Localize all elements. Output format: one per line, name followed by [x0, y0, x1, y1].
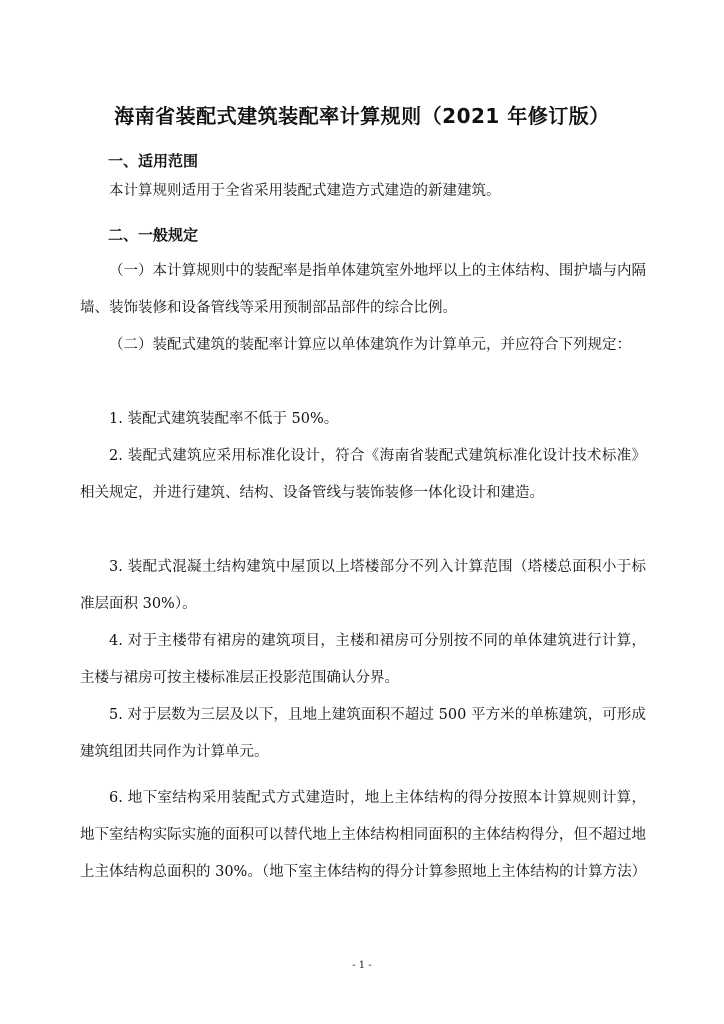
list-item-rule-3: 3. 装配式混凝土结构建筑中屋顶以上塔楼部分不列入计算范围（塔楼总面积小于标准层面积 30%）。: [80, 559, 646, 612]
list-item-rule-2: 2. 装配式建筑应采用标准化设计，符合《海南省装配式建筑标准化设计技术标准》相关规定，并进行建筑、结构、设备管线与装饰装修一体化设计和建造。: [80, 448, 646, 501]
document-title: 海南省装配式建筑装配率计算规则（2021 年修订版）: [114, 104, 610, 128]
list-item-rule-4: 4. 对于主楼带有裙房的建筑项目，主楼和裙房可分别按不同的单体建筑进行计算，主楼与裙房可按主楼标准层正投影范围确认分界。: [80, 633, 646, 686]
paragraph-calculation-unit: （二）装配式建筑的装配率计算应以单体建筑作为计算单元，并应符合下列规定：: [109, 337, 631, 353]
paragraph-scope: 本计算规则适用于全省采用装配式建造方式建造的新建建筑。: [109, 183, 501, 199]
page-number: - 1 -: [352, 960, 372, 971]
list-item-rule-5: 5. 对于层数为三层及以下，且地上建筑面积不超过 500 平方米的单栋建筑，可形成建筑组团共同作为计算单元。: [80, 707, 646, 760]
list-item-rule-6: 6. 地下室结构采用装配式方式建造时，地上主体结构的得分按照本计算规则计算，地下室结构实际实施的面积可以替代地上主体结构相同面积的主体结构得分，但不超过地上主体结构总面积的 30%。（地下室主体结构的得分计算参照地上主体结构的计算方法）: [80, 790, 647, 880]
paragraph-definition: （一）本计算规则中的装配率是指单体建筑室外地坪以上的主体结构、围护墙与内隔墙、装饰装修和设备管线等采用预制部品部件的综合比例。: [80, 263, 646, 316]
section-heading-scope: 一、适用范围: [108, 152, 199, 170]
list-item-rule-1: 1. 装配式建筑装配率不低于 50%。: [109, 411, 339, 427]
section-heading-general: 二、一般规定: [108, 226, 199, 244]
